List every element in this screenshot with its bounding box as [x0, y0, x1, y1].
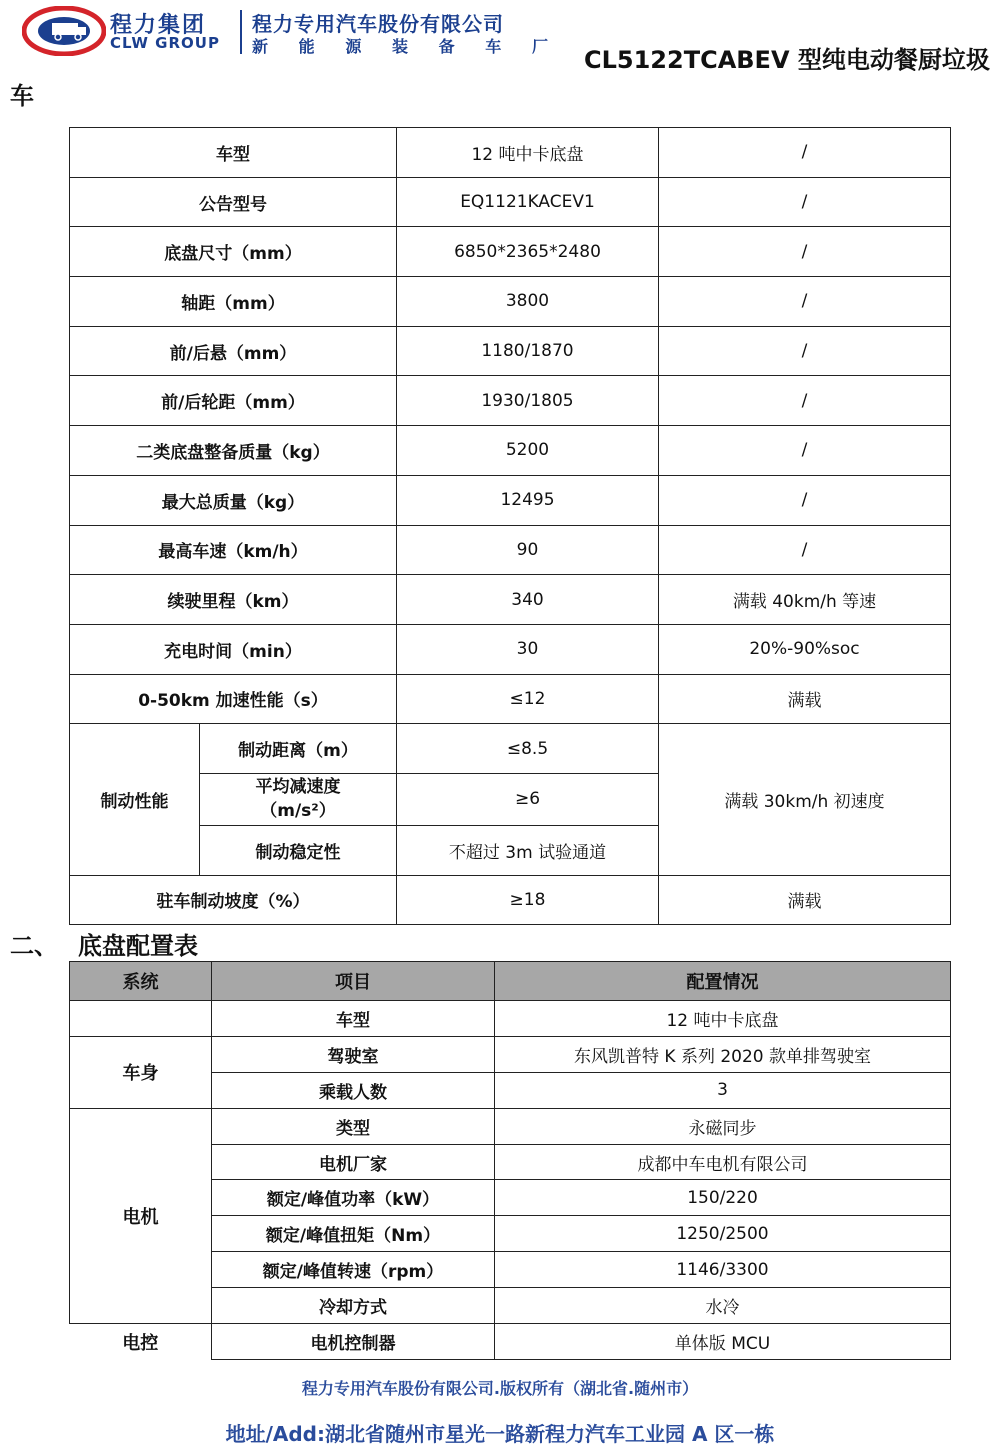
section-title: 底盘配置表: [78, 932, 198, 960]
table-row: [70, 426, 951, 476]
brake-item-value: 不超过 3m 试验通道: [397, 825, 659, 875]
config-value: 水冷: [495, 1288, 951, 1324]
table-row: [70, 326, 951, 376]
spec-value: 5200: [397, 426, 659, 476]
spec-value: 6850*2365*2480: [397, 227, 659, 277]
table-row: [70, 575, 951, 625]
spec-note: /: [659, 376, 951, 426]
spec-value: ≥18: [397, 875, 659, 925]
section-number: 二、: [10, 932, 58, 960]
footer-copyright: 程力专用汽车股份有限公司.版权所有（湖北省.随州市）: [301, 1379, 699, 1398]
table-row: [70, 277, 951, 327]
company-subtitle-char: 厂: [531, 37, 548, 56]
spec-label: 轴距（mm）: [70, 277, 397, 327]
config-item: 电机控制器: [212, 1324, 495, 1360]
brake-item-label-line2: （m/s²）: [260, 801, 336, 822]
footer-address: 地址/Add:湖北省随州市星光一路新程力汽车工业园 A 区一栋: [225, 1422, 775, 1446]
spec-value: ≤12: [397, 674, 659, 724]
spec-label: 前/后悬（mm）: [70, 326, 397, 376]
spec-label: 车型: [70, 128, 397, 178]
spec-note: /: [659, 227, 951, 277]
config-value: 12 吨中卡底盘: [495, 1001, 951, 1037]
spec-note: /: [659, 426, 951, 476]
config-value: 3: [495, 1072, 951, 1108]
config-item: 额定/峰值扭矩（Nm）: [212, 1216, 495, 1252]
table-row: [70, 674, 951, 724]
spec-label: 最大总质量（kg）: [70, 475, 397, 525]
system-label: 电机: [70, 1108, 212, 1323]
spec-label: 续驶里程（km）: [70, 575, 397, 625]
spec-value: 1180/1870: [397, 326, 659, 376]
table-row: [70, 875, 951, 925]
spec-table: [69, 127, 951, 925]
company-subtitle: [252, 34, 548, 57]
company-subtitle-char: 车: [485, 37, 502, 56]
config-item: 额定/峰值转速（rpm）: [212, 1252, 495, 1288]
brake-item-label: 制动距离（m）: [200, 724, 397, 774]
company-subtitle-char: 能: [298, 37, 315, 56]
spec-label: 0-50km 加速性能（s）: [70, 674, 397, 724]
brand-name-cn: 程力集团: [110, 13, 207, 38]
spec-note: /: [659, 525, 951, 575]
table-row: [70, 128, 951, 178]
config-item: 额定/峰值功率（kW）: [212, 1180, 495, 1216]
spec-value: 1930/1805: [397, 376, 659, 426]
company-subtitle-char: 新: [252, 37, 269, 56]
spec-note: /: [659, 326, 951, 376]
spec-label: 最高车速（km/h）: [70, 525, 397, 575]
page-header: [0, 0, 1000, 110]
config-table: [69, 961, 951, 1360]
brake-note: 满载 30km/h 初速度: [659, 724, 951, 875]
config-item: 冷却方式: [212, 1288, 495, 1324]
spec-value: 12 吨中卡底盘: [397, 128, 659, 178]
company-subtitle-char: 备: [438, 37, 455, 56]
brake-item-label: 制动稳定性: [200, 825, 397, 875]
table-row: [70, 376, 951, 426]
spec-note: /: [659, 177, 951, 227]
config-value: 永磁同步: [495, 1108, 951, 1144]
spec-label: 驻车制动坡度（%）: [70, 875, 397, 925]
table-row: [70, 624, 951, 674]
spec-value: 30: [397, 624, 659, 674]
config-value: 1146/3300: [495, 1252, 951, 1288]
brake-item-label-line1: 平均减速度: [255, 777, 341, 798]
config-item: 类型: [212, 1108, 495, 1144]
spec-note: 满载: [659, 674, 951, 724]
spec-value: 3800: [397, 277, 659, 327]
brake-item-value: ≥6: [397, 773, 659, 825]
document-title-continuation: 车: [10, 82, 34, 110]
config-value: 单体版 MCU: [495, 1324, 951, 1360]
spec-value: EQ1121KACEV1: [397, 177, 659, 227]
system-label: 车身: [70, 1036, 212, 1108]
spec-value: 340: [397, 575, 659, 625]
table-row: [70, 177, 951, 227]
config-value: 东风凯普特 K 系列 2020 款单排驾驶室: [495, 1036, 951, 1072]
system-label: 电控: [70, 1324, 212, 1360]
spec-value: 90: [397, 525, 659, 575]
column-header: 配置情况: [495, 962, 951, 1001]
company-name: 程力专用汽车股份有限公司: [252, 12, 504, 36]
column-header: 系统: [70, 962, 212, 1001]
brake-item-label: [200, 773, 397, 825]
spec-note: /: [659, 475, 951, 525]
spec-value: 12495: [397, 475, 659, 525]
table-row: [70, 227, 951, 277]
table-row: [70, 1108, 951, 1144]
config-item: 乘载人数: [212, 1072, 495, 1108]
table-row: [70, 475, 951, 525]
config-item: 车型: [212, 1001, 495, 1037]
company-subtitle-char: 装: [391, 37, 408, 56]
spec-note: 满载 40km/h 等速: [659, 575, 951, 625]
table-row: [70, 525, 951, 575]
brand-name-en: CLW GROUP: [110, 34, 220, 52]
spec-label: 公告型号: [70, 177, 397, 227]
spec-label: 前/后轮距（mm）: [70, 376, 397, 426]
company-subtitle-char: 源: [345, 37, 362, 56]
spec-label: 充电时间（min）: [70, 624, 397, 674]
brand-divider: [240, 10, 242, 54]
table-row: [70, 1036, 951, 1072]
clw-logo-icon: [22, 6, 106, 56]
column-header: 项目: [212, 962, 495, 1001]
table-row: [70, 724, 951, 774]
spec-note: /: [659, 277, 951, 327]
spec-note: /: [659, 128, 951, 178]
spec-label: 二类底盘整备质量（kg）: [70, 426, 397, 476]
config-item: 电机厂家: [212, 1144, 495, 1180]
brake-item-value: ≤8.5: [397, 724, 659, 774]
spec-label: 底盘尺寸（mm）: [70, 227, 397, 277]
system-cell-empty: [70, 1001, 212, 1037]
brake-group-label: 制动性能: [70, 724, 200, 875]
table-row: [70, 1324, 951, 1360]
table-row: [70, 1001, 951, 1037]
document-title: CL5122TCABEV 型纯电动餐厨垃圾: [584, 46, 990, 74]
table-header-row: [70, 962, 951, 1001]
config-item: 驾驶室: [212, 1036, 495, 1072]
config-value: 成都中车电机有限公司: [495, 1144, 951, 1180]
config-value: 1250/2500: [495, 1216, 951, 1252]
config-value: 150/220: [495, 1180, 951, 1216]
spec-note: 20%-90%soc: [659, 624, 951, 674]
spec-note: 满载: [659, 875, 951, 925]
section-heading: [10, 926, 198, 961]
